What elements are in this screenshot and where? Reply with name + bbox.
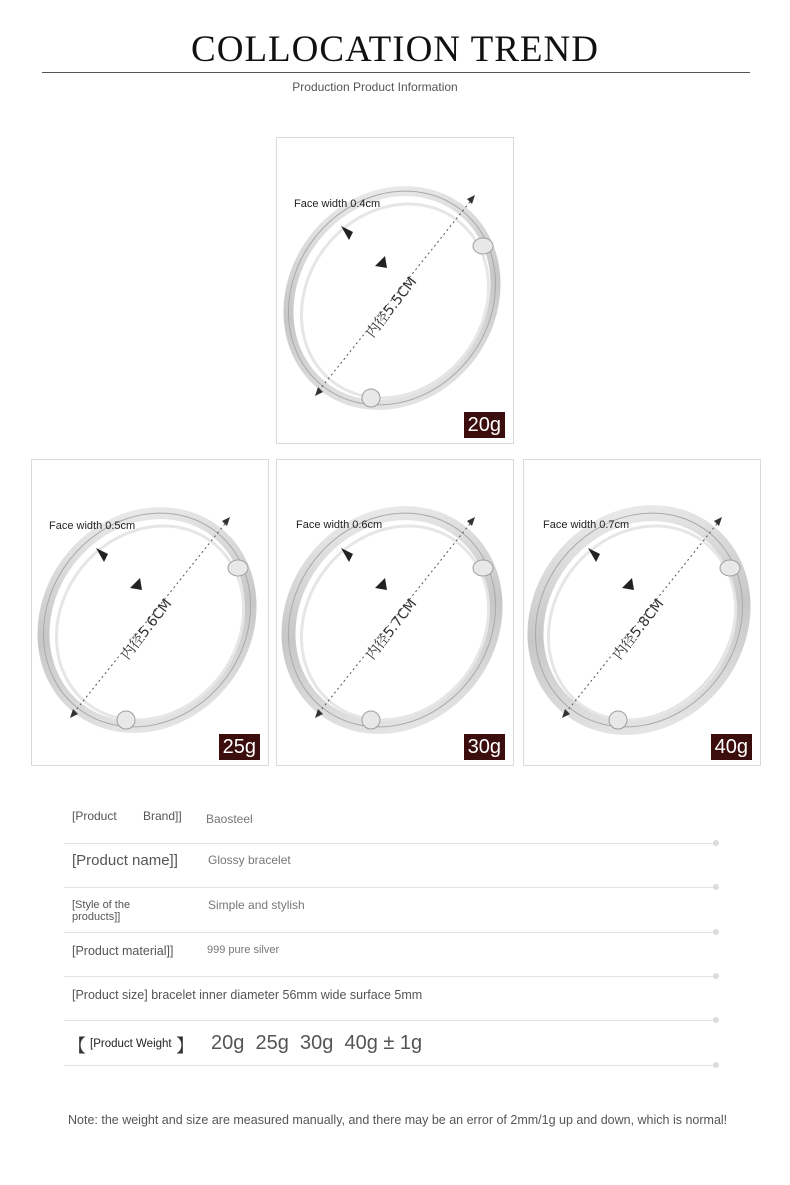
weight-badge: 25g: [219, 734, 260, 760]
bracelet-illustration: [524, 460, 760, 765]
title-divider: [42, 72, 750, 73]
bracket-open: 【: [68, 1036, 86, 1056]
spec-label: [Product name]]: [72, 852, 178, 869]
page-title: COLLOCATION TREND: [191, 29, 599, 70]
bracelet-illustration: [277, 138, 513, 443]
spec-label: [Style of the products]]: [72, 899, 131, 923]
bracelet-knot: [117, 711, 135, 729]
face-width-label: Face width 0.4cm: [294, 198, 381, 210]
bracelet-illustration: [277, 460, 513, 765]
divider-dot: [713, 1062, 719, 1068]
face-pointer-outer: [96, 548, 108, 562]
bracelet-knot: [473, 238, 493, 254]
bracelet-knot: [228, 560, 248, 576]
row-divider: [64, 1065, 714, 1066]
arrowhead-top: [222, 517, 230, 526]
bracelet-knot: [362, 389, 380, 407]
bracelet-knot: [473, 560, 493, 576]
face-width-label: Face width 0.6cm: [296, 519, 383, 531]
face-pointer-inner: [622, 578, 634, 590]
spec-label: [Product material]]: [72, 944, 174, 958]
spec-value: 999 pure silver: [207, 944, 280, 956]
spec-label: Brand]]: [143, 809, 182, 823]
inner-diameter-label: 内径5.5CM: [363, 274, 421, 341]
bracelet-knot: [362, 711, 380, 729]
face-width-label: Face width 0.5cm: [49, 520, 136, 532]
bracket-close: 】: [176, 1036, 194, 1056]
face-pointer-inner: [375, 578, 387, 590]
spec-value: Glossy bracelet: [208, 853, 291, 867]
spec-row-material: [64, 933, 719, 977]
spec-label: [Product: [72, 809, 117, 823]
product-card-20g: [276, 137, 514, 444]
spec-size-text: [Product size] bracelet inner diameter 56mm wide surface 5mm: [72, 988, 423, 1002]
page-subtitle: Production Product Information: [292, 80, 458, 94]
face-pointer-inner: [375, 256, 387, 268]
spec-row-weight: [64, 1021, 719, 1066]
bracelet-knot: [720, 560, 740, 576]
arrowhead-top: [467, 517, 475, 526]
inner-diameter-label: 内径5.8CM: [610, 596, 668, 663]
weight-values: 20g 25g 30g 40g ± 1g: [211, 1032, 423, 1054]
weight-badge: 40g: [711, 734, 752, 760]
spec-label: [Product Weight: [90, 1038, 172, 1050]
weight-badge: 20g: [464, 412, 505, 438]
product-card-40g: [523, 459, 761, 766]
face-pointer-outer: [341, 226, 353, 240]
product-card-25g: [31, 459, 269, 766]
arrowhead-top: [714, 517, 722, 526]
face-pointer-outer: [588, 548, 600, 562]
spec-value: Baosteel: [206, 812, 253, 826]
spec-row-size: [64, 977, 719, 1021]
bracelet-illustration: [32, 460, 268, 765]
bracelet-knot: [609, 711, 627, 729]
arrowhead-top: [467, 195, 475, 204]
spec-row-brand: [64, 800, 719, 844]
inner-diameter-label: 内径5.7CM: [363, 596, 421, 663]
spec-row-name: [64, 844, 719, 888]
face-width-label: Face width 0.7cm: [543, 519, 630, 531]
face-pointer-inner: [130, 578, 142, 590]
face-pointer-outer: [341, 548, 353, 562]
spec-row-style: [64, 888, 719, 933]
spec-value: Simple and stylish: [208, 898, 305, 912]
inner-diameter-label: 内径5.6CM: [118, 596, 176, 663]
product-card-30g: [276, 459, 514, 766]
measurement-note: Note: the weight and size are measured manually, and there may be an error of 2mm/1g up and down, which is normal!: [68, 1113, 728, 1127]
spec-table: [64, 800, 719, 1070]
weight-badge: 30g: [464, 734, 505, 760]
